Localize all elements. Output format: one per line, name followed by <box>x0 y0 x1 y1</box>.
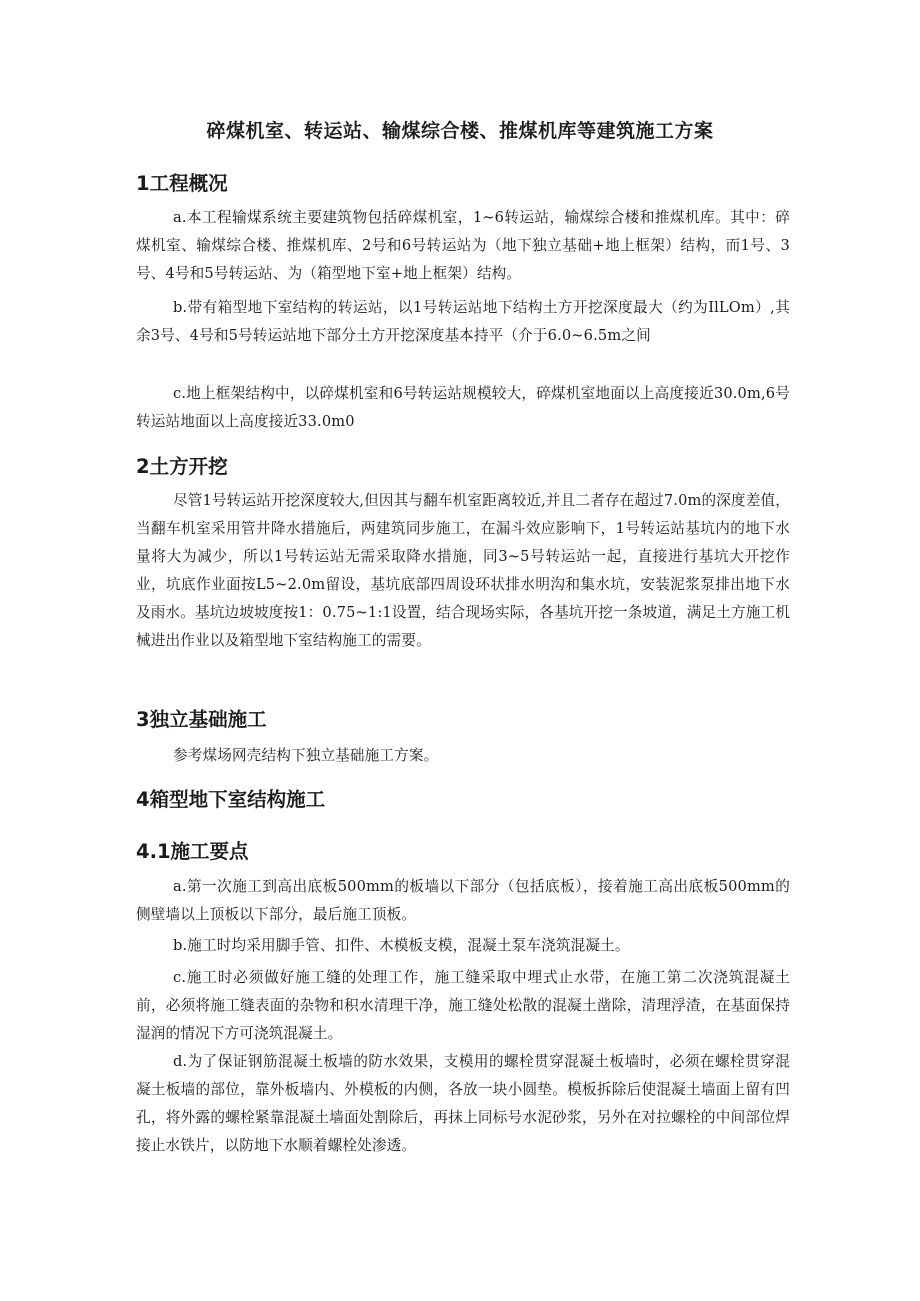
section-heading-1: 1工程概况 <box>136 172 228 195</box>
paragraph: 尽管1号转运站开挖深度较大,但因其与翻车机室距离较近,并且二者存在超过7.0m的深度差值，当翻车机室采用管井降水措施后，两建筑同步施工，在漏斗效应影响下，1号转运站基坑内的地下水量将大为减少，所以1号转运站无需采取降水措施，同3~5号转运站一起，直接进行基坑大开挖作业，坑底作业面按L5~2.0m留设，基坑底部四周设环状排水明沟和集水坑，安装泥浆泵排出地下水及雨水。基坑边坡坡度按1：0.75~1:1设置，结合现场实际，各基坑开挖一条坡道，满足土方施工机械进出作业以及箱型地下室结构施工的需要。 <box>136 492 790 649</box>
paragraph: a.第一次施工到高出底板500mm的板墙以下部分（包括底板），接着施工高出底板500mm的侧壁墙以上顶板以下部分，最后施工顶板。 <box>136 878 790 923</box>
section-heading-4-1: 4.1施工要点 <box>136 840 249 863</box>
paragraph: b.带有箱型地下室结构的转运站，以1号转运站地下结构土方开挖深度最大（约为IlLOm）,其余3号、4号和5号转运站地下部分土方开挖深度基本持平（介于6.0~6.5m之间 <box>136 299 790 344</box>
paragraph: c.施工时必须做好施工缝的处理工作，施工缝采取中埋式止水带，在施工第二次浇筑混凝土前，必须将施工缝表面的杂物和积水清理干净，施工缝处松散的混凝土凿除，清理浮渣，在基面保持湿润的情况下方可浇筑混凝土。 <box>136 969 790 1042</box>
paragraph: c.地上框架结构中，以碎煤机室和6号转运站规模较大，碎煤机室地面以上高度接近30.0m,6号转运站地面以上高度接近33.0m0 <box>136 385 790 430</box>
section-heading-4: 4箱型地下室结构施工 <box>136 788 326 811</box>
section-heading-3: 3独立基础施工 <box>136 708 267 731</box>
paragraph: 参考煤场网壳结构下独立基础施工方案。 <box>173 747 439 764</box>
paragraph: b.施工时均采用脚手管、扣件、木模板支模，混凝土泵车浇筑混凝土。 <box>173 937 630 954</box>
paragraph: a.本工程输煤系统主要建筑物包括碎煤机室，1~6转运站，输煤综合楼和推煤机库。其中：碎煤机室、输煤综合楼、推煤机库、2号和6号转运站为（地下独立基础+地上框架）结构，而1号、3号、4号和5号转运站、为（箱型地下室+地上框架）结构。 <box>136 209 790 282</box>
paragraph: d.为了保证钢筋混凝土板墙的防水效果，支模用的螺栓贯穿混凝土板墙时，必须在螺栓贯穿混凝土板墙的部位，靠外板墙内、外模板的内侧，各放一块小圆垫。模板拆除后使混凝土墙面上留有凹孔，将外露的螺栓紧靠混凝土墙面处割除后，再抹上同标号水泥砂浆，另外在对拉螺栓的中间部位焊接止水铁片，以防地下水顺着螺栓处渗透。 <box>136 1053 790 1154</box>
section-heading-2: 2土方开挖 <box>136 455 228 478</box>
document-title: 碎煤机室、转运站、输煤综合楼、推煤机库等建筑施工方案 <box>206 120 714 142</box>
